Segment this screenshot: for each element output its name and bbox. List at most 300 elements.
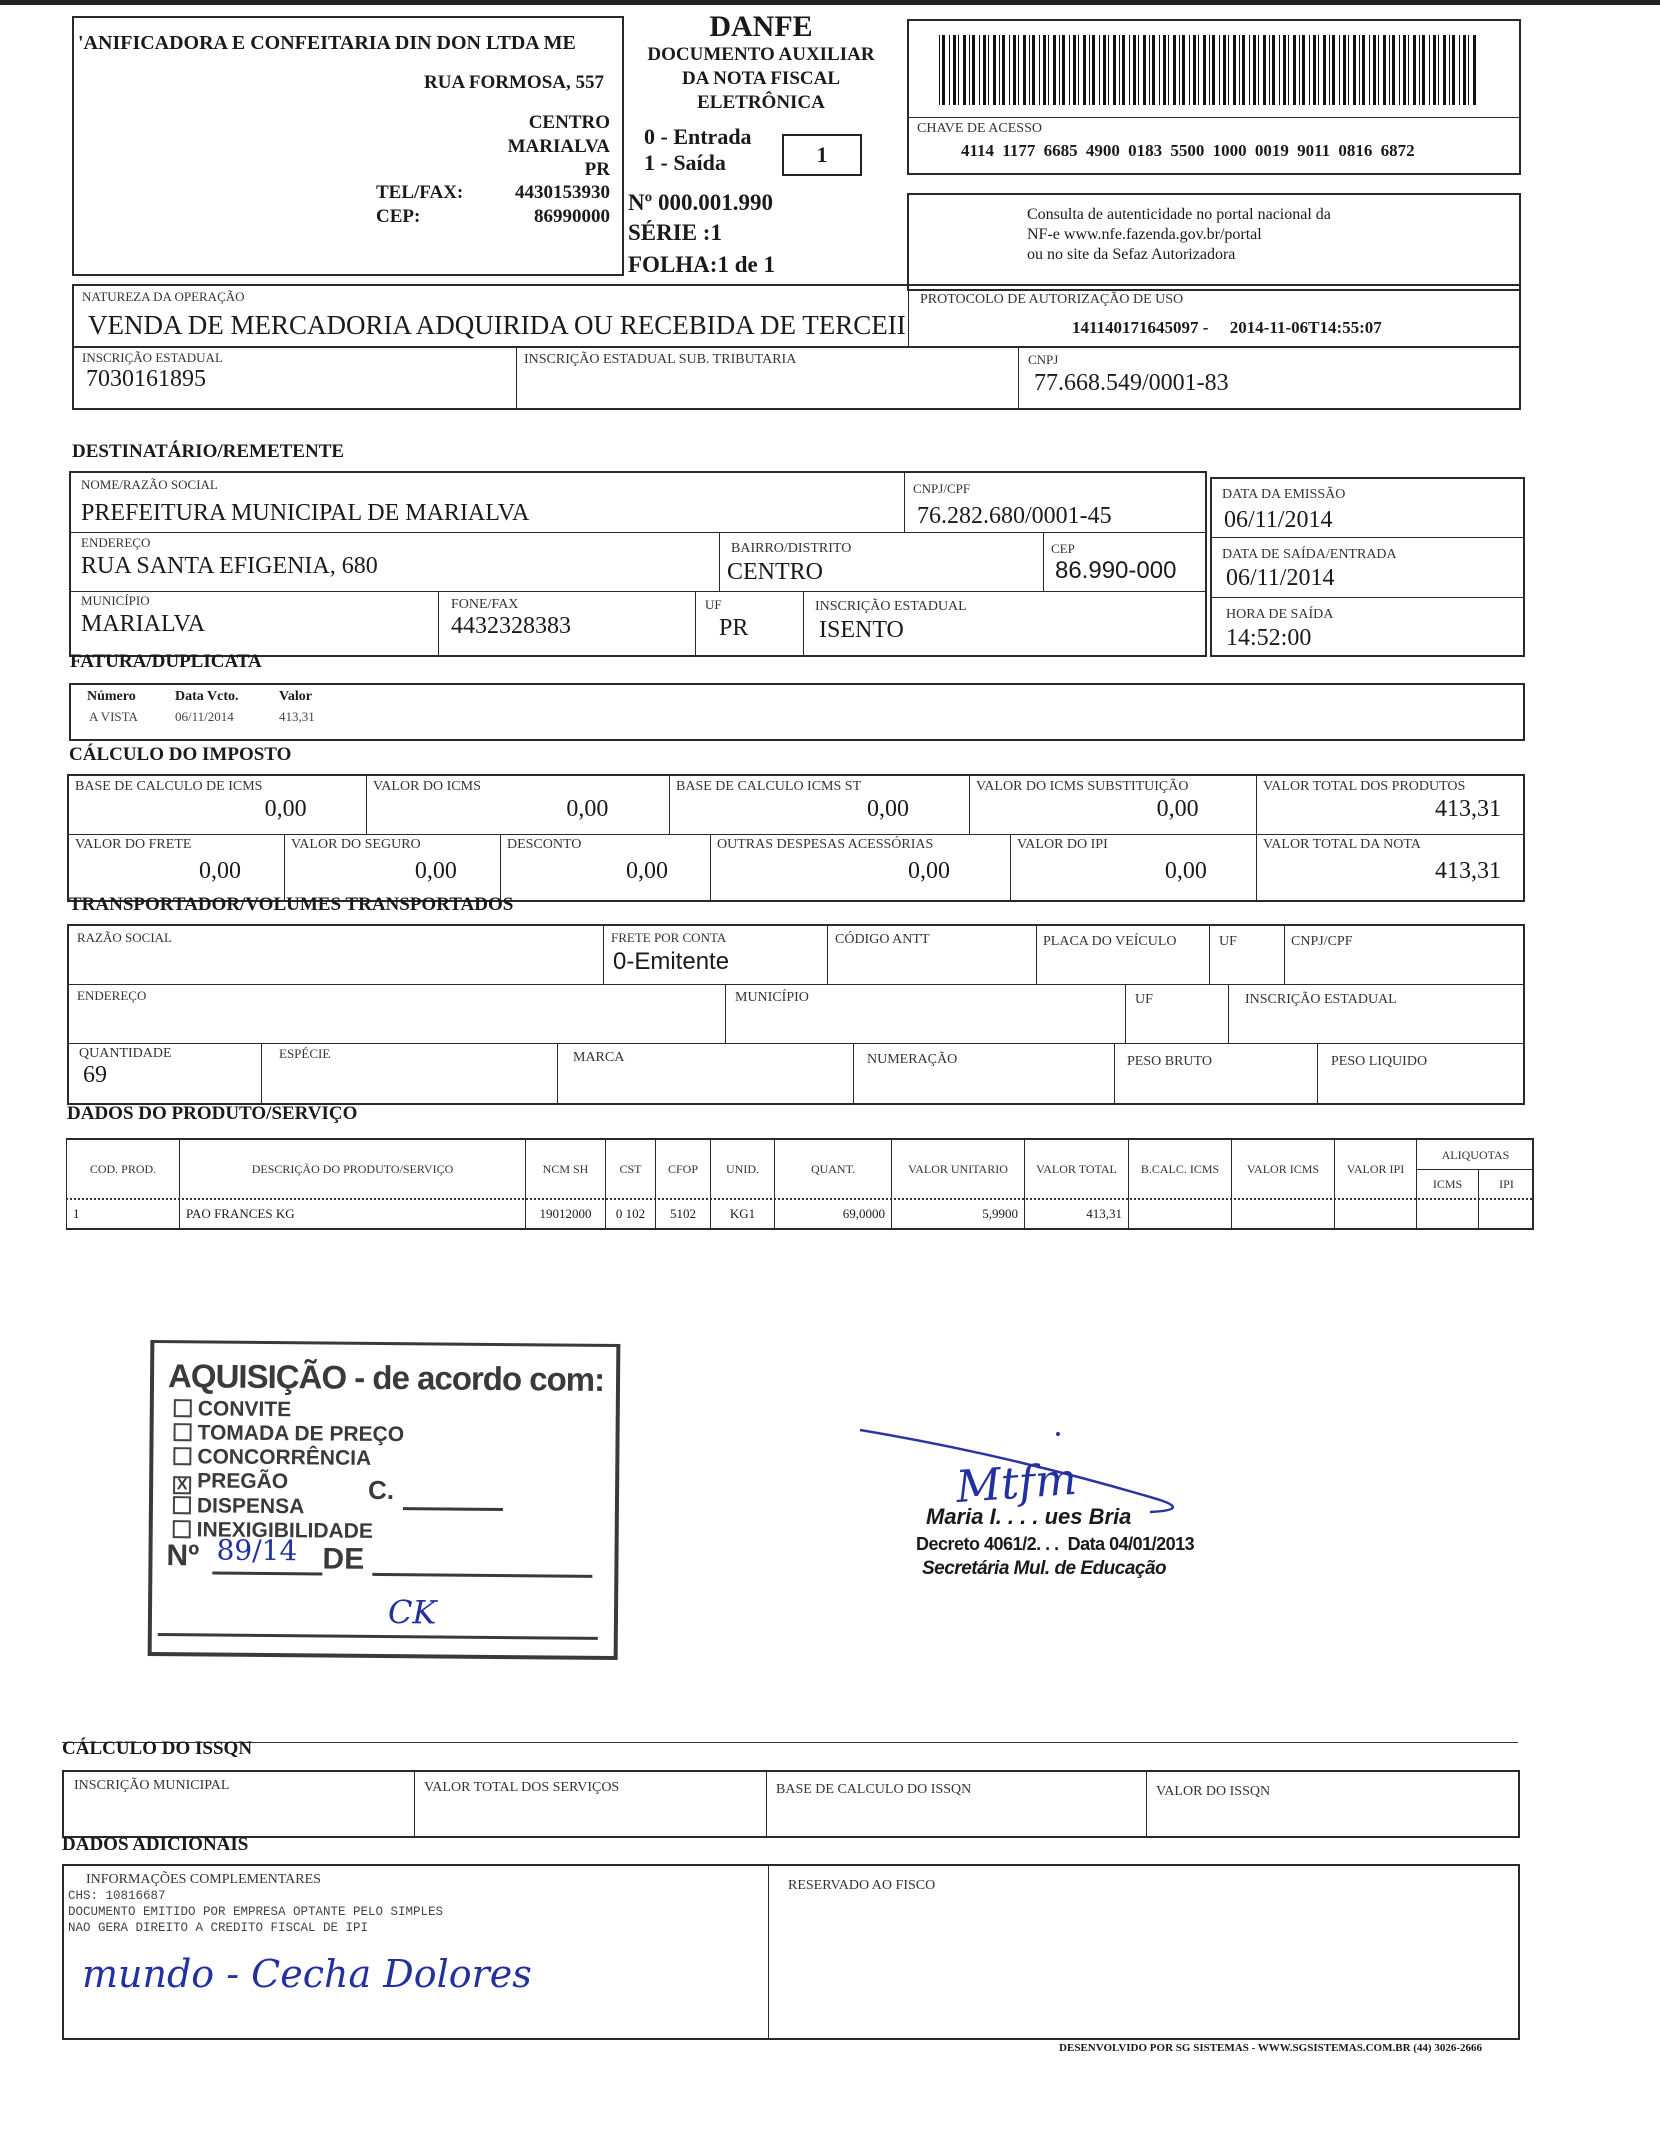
barcode-bar <box>1203 35 1206 105</box>
transp-ie-label: INSCRIÇÃO ESTADUAL <box>1245 992 1397 1007</box>
barcode-bar <box>1023 35 1026 105</box>
imposto-cell <box>69 834 284 902</box>
product-cell: 19012000 <box>525 1198 605 1230</box>
imposto-label: VALOR DO ICMS SUBSTITUIÇÃO <box>976 779 1189 794</box>
hora-value: 14:52:00 <box>1226 625 1312 651</box>
barcode-bar <box>999 35 1000 105</box>
barcode-bar <box>1053 35 1056 105</box>
scan-edge <box>0 0 1660 5</box>
barcode-bar <box>1323 35 1326 105</box>
barcode <box>939 35 1479 105</box>
imposto-label: VALOR DO IPI <box>1017 837 1108 852</box>
emitente-telfax-label: TEL/FAX: <box>376 182 464 203</box>
barcode-bar <box>1359 35 1360 105</box>
dest-uf: PR <box>719 615 749 641</box>
info-linha: CHS: 10816687 <box>68 1889 166 1903</box>
stamp-de-label: DE <box>322 1542 365 1576</box>
imposto-label: OUTRAS DESPESAS ACESSÓRIAS <box>717 837 934 852</box>
barcode-bar <box>1272 35 1275 105</box>
assinatura-cargo: Secretária Mul. de Educação <box>922 1558 1167 1579</box>
stamp-option <box>173 1445 404 1471</box>
barcode-bar <box>1212 35 1215 105</box>
danfe-title: DANFE <box>709 10 813 43</box>
transp-qtd: 69 <box>83 1062 107 1088</box>
product-cell: 0 102 <box>605 1198 655 1230</box>
dest-cnpj: 76.282.680/0001-45 <box>917 503 1112 529</box>
barcode-bar <box>1452 35 1455 105</box>
transporte-box <box>67 924 1525 1105</box>
barcode-bar <box>1309 35 1310 105</box>
tipo-operacao: 1 <box>782 134 862 176</box>
transp-liquido-label: PESO LIQUIDO <box>1331 1054 1428 1069</box>
footer-credit: DESENVOLVIDO POR SG SISTEMAS - WWW.SGSISTEMAS.COM.BR (44) 3026-2666 <box>1059 2042 1482 2054</box>
barcode-bar <box>1258 35 1259 105</box>
barcode-bar <box>1032 35 1035 105</box>
column-header: UNID. <box>710 1140 774 1198</box>
emitente-cep-label: CEP: <box>376 206 421 227</box>
barcode-bar <box>1152 35 1155 105</box>
barcode-bar <box>1269 35 1270 105</box>
barcode-bar <box>1369 35 1370 105</box>
dest-endereco: RUA SANTA EFIGENIA, 680 <box>81 553 378 579</box>
aquisicao-stamp <box>148 1340 621 1660</box>
checkbox-icon <box>173 1496 191 1514</box>
barcode-bar <box>1389 35 1390 105</box>
emissao-value: 06/11/2014 <box>1224 507 1333 533</box>
barcode-bar <box>1473 35 1476 105</box>
column-header: QUANT. <box>774 1140 891 1198</box>
barcode-bar <box>1113 35 1116 105</box>
assinatura-decreto: Decreto 4061/2. . . Data 04/01/2013 <box>916 1534 1195 1554</box>
barcode-bar <box>1143 35 1146 105</box>
handwritten-note: mundo - Cecha Dolores <box>82 1952 532 1996</box>
issqn-divider <box>62 1742 1518 1743</box>
imposto-value: 413,31 <box>1435 796 1501 822</box>
info-label: INFORMAÇÕES COMPLEMENTARES <box>86 1872 321 1887</box>
issqn-base-label: BASE DE CALCULO DO ISSQN <box>776 1782 972 1797</box>
fisco-label: RESERVADO AO FISCO <box>788 1878 936 1893</box>
imposto-label: VALOR DO ICMS <box>373 779 481 794</box>
imposto-cell <box>69 776 366 834</box>
stamp-option <box>174 1397 405 1423</box>
product-cell: 69,0000 <box>774 1198 891 1230</box>
barcode-bar <box>1468 35 1469 105</box>
transp-marca-label: MARCA <box>573 1050 625 1065</box>
transp-qtd-label: QUANTIDADE <box>79 1046 172 1061</box>
transp-placa-label: PLACA DO VEÍCULO <box>1043 934 1177 949</box>
imposto-cell <box>969 776 1256 834</box>
dest-uf-label: UF <box>705 597 722 612</box>
ie-value: 7030161895 <box>86 366 206 392</box>
stamp-c-label: C. <box>367 1474 395 1506</box>
column-header: CST <box>605 1140 655 1198</box>
imposto-value: 0,00 <box>626 858 668 884</box>
column-header: NCM SH <box>525 1140 605 1198</box>
issqn-inscricao-label: INSCRIÇÃO MUNICIPAL <box>74 1778 230 1793</box>
barcode-bar <box>1302 35 1305 105</box>
transp-uf-label: UF <box>1219 934 1237 949</box>
inscricao-row <box>72 346 1521 410</box>
issqn-valor-label: VALOR DO ISSQN <box>1156 1784 1271 1799</box>
imposto-label: VALOR DO SEGURO <box>291 837 421 852</box>
column-header: ICMS <box>1416 1169 1478 1198</box>
barcode-bar <box>1463 35 1466 105</box>
natureza-label: NATUREZA DA OPERAÇÃO <box>82 289 245 304</box>
imposto-label: BASE DE CALCULO DE ICMS <box>75 779 263 794</box>
issqn-title: CÁLCULO DO ISSQN <box>62 1738 253 1759</box>
barcode-bar <box>1159 35 1160 105</box>
stamp-option-label: PREGÃO <box>197 1469 289 1494</box>
checkbox-icon <box>173 1447 191 1465</box>
barcode-bar <box>1009 35 1010 105</box>
saida-label: DATA DE SAÍDA/ENTRADA <box>1222 547 1397 562</box>
transp-cnpj-label: CNPJ/CPF <box>1291 934 1353 949</box>
danfe-sub2: DA NOTA FISCAL <box>681 68 840 89</box>
barcode-bar <box>1373 35 1376 105</box>
fatura-numero-label: Número <box>87 689 136 704</box>
danfe-entrada: 0 - Entrada <box>644 124 752 149</box>
barcode-bar <box>979 35 980 105</box>
imposto-title: CÁLCULO DO IMPOSTO <box>69 744 292 765</box>
barcode-bar <box>1438 35 1439 105</box>
issqn-total-label: VALOR TOTAL DOS SERVIÇOS <box>424 1780 620 1795</box>
barcode-bar <box>1182 35 1185 105</box>
danfe-numero: Nº 000.001.990 <box>628 190 773 215</box>
barcode-bar <box>1189 35 1190 105</box>
consulta-l3: ou no site da Sefaz Autorizadora <box>1027 246 1236 263</box>
checkbox-icon <box>174 1423 192 1441</box>
protocolo-label: PROTOCOLO DE AUTORIZAÇÃO DE USO <box>920 292 1184 307</box>
barcode-bar <box>1288 35 1289 105</box>
column-header: DESCRIÇÃO DO PRODUTO/SERVIÇO <box>179 1140 525 1198</box>
column-header: COD. PROD. <box>66 1140 179 1198</box>
barcode-bar <box>1103 35 1106 105</box>
barcode-bar <box>1219 35 1220 105</box>
consulta-l1: Consulta de autenticidade no portal nacional da <box>1027 206 1331 223</box>
barcode-bar <box>1449 35 1450 105</box>
hora-label: HORA DE SAÍDA <box>1226 607 1334 622</box>
barcode-bar <box>1163 35 1166 105</box>
transp-frete: 0-Emitente <box>613 948 730 975</box>
barcode-bar <box>1242 35 1245 105</box>
barcode-bar <box>1318 35 1319 105</box>
cnpj-label: CNPJ <box>1028 352 1059 367</box>
imposto-label: VALOR DO FRETE <box>75 837 192 852</box>
barcode-bar <box>1069 35 1070 105</box>
imposto-value: 0,00 <box>867 796 909 822</box>
natureza-value: VENDA DE MERCADORIA ADQUIRIDA OU RECEBIDA DE TERCEII <box>88 310 906 340</box>
danfe-sub3: ELETRÔNICA <box>697 92 825 113</box>
info-linha: NAO GERA DIREITO A CREDITO FISCAL DE IPI <box>68 1921 369 1935</box>
saida-value: 06/11/2014 <box>1226 565 1335 591</box>
emitente-cidade: MARIALVA <box>507 136 610 157</box>
imposto-cell <box>1256 834 1527 902</box>
barcode-bar <box>1099 35 1100 105</box>
stamp-option <box>173 1421 404 1447</box>
imposto-value: 0,00 <box>264 796 307 822</box>
barcode-bar <box>1073 35 1076 105</box>
danfe-folha: FOLHA:1 de 1 <box>628 252 775 277</box>
barcode-bar <box>1048 35 1049 105</box>
stamp-option-label: INEXIGIBILIDADE <box>196 1518 374 1543</box>
product-cell: KG1 <box>710 1198 774 1230</box>
column-header: ALIQUOTAS <box>1416 1140 1534 1169</box>
barcode-bar <box>1173 35 1176 105</box>
checkbox-icon <box>173 1520 191 1538</box>
barcode-bar <box>1043 35 1046 105</box>
stamp-option-label: CONVITE <box>197 1397 292 1422</box>
imposto-cell <box>669 776 969 834</box>
produtos-table <box>66 1138 1534 1230</box>
checkbox-icon <box>174 1399 192 1417</box>
barcode-bar <box>1129 35 1130 105</box>
dest-ie: ISENTO <box>819 617 904 643</box>
barcode-bar <box>1062 35 1065 105</box>
column-header: IPI <box>1478 1169 1534 1198</box>
column-header: VALOR ICMS <box>1231 1140 1334 1198</box>
barcode-bar <box>1299 35 1300 105</box>
transporte-title: TRANSPORTADOR/VOLUMES TRANSPORTADOS <box>69 894 514 915</box>
imposto-value: 0,00 <box>1164 858 1207 884</box>
imposto-value: 0,00 <box>908 858 950 884</box>
transp-antt-label: CÓDIGO ANTT <box>835 932 930 947</box>
barcode-bar <box>1119 35 1120 105</box>
barcode-bar <box>1313 35 1316 105</box>
dest-bairro: CENTRO <box>727 559 823 585</box>
fatura-vcto: 06/11/2014 <box>175 709 234 724</box>
barcode-bar <box>1283 35 1286 105</box>
fatura-valor: 413,31 <box>279 709 315 724</box>
barcode-bar <box>1332 35 1335 105</box>
transp-frete-label: FRETE POR CONTA <box>611 930 727 945</box>
protocolo-value: 141140171645097 - 2014-11-06T14:55:07 <box>1072 318 1382 337</box>
cnpj-value: 77.668.549/0001-83 <box>1034 370 1229 396</box>
barcode-bar <box>1002 35 1005 105</box>
barcode-bar <box>1149 35 1150 105</box>
dest-ie-label: INSCRIÇÃO ESTADUAL <box>815 599 967 614</box>
barcode-bar <box>1018 35 1019 105</box>
natureza-row <box>72 284 1521 348</box>
barcode-bar <box>1138 35 1139 105</box>
assinatura-rubrica: Mtfm <box>954 1453 1079 1514</box>
dest-endereco-label: ENDEREÇO <box>81 535 151 550</box>
barcode-bar <box>1039 35 1040 105</box>
barcode-bar <box>1133 35 1136 105</box>
dest-cep: 86.990-000 <box>1055 557 1177 584</box>
barcode-bar <box>1198 35 1199 105</box>
assinatura-nome: Maria I. . . . ues Bria <box>926 1504 1132 1529</box>
barcode-bar <box>988 35 989 105</box>
emitente-telfax: 4430153930 <box>515 182 610 203</box>
barcode-bar <box>1223 35 1226 105</box>
chave-label: CHAVE DE ACESSO <box>917 121 1042 136</box>
transp-municipio-label: MUNICÍPIO <box>735 990 809 1005</box>
barcode-bar <box>1122 35 1125 105</box>
emitente-box <box>72 16 624 276</box>
barcode-bar <box>1013 35 1016 105</box>
imposto-cell <box>710 834 1010 902</box>
adicionais-box <box>62 1864 1520 2040</box>
dest-municipio: MARIALVA <box>81 611 206 637</box>
imposto-value: 413,31 <box>1435 858 1501 884</box>
emitente-nome: 'ANIFICADORA E CONFEITARIA DIN DON LTDA ME <box>78 32 576 54</box>
stamp-numero-label: Nº <box>166 1539 200 1573</box>
product-cell: 5,9900 <box>891 1198 1024 1230</box>
barcode-bar <box>1353 35 1356 105</box>
barcode-bar <box>958 35 959 105</box>
issqn-box <box>62 1770 1520 1838</box>
product-cell: 5102 <box>655 1198 710 1230</box>
emissao-label: DATA DA EMISSÃO <box>1222 487 1346 502</box>
product-cell <box>1416 1198 1478 1230</box>
imposto-cell <box>1010 834 1256 902</box>
barcode-bar <box>1228 35 1229 105</box>
barcode-bar <box>1348 35 1349 105</box>
stamp-option-label: CONCORRÊNCIA <box>197 1445 372 1470</box>
barcode-bar <box>1378 35 1379 105</box>
product-cell: 413,31 <box>1024 1198 1128 1230</box>
imposto-label: VALOR TOTAL DOS PRODUTOS <box>1263 779 1466 794</box>
barcode-bar <box>1089 35 1090 105</box>
barcode-bar <box>1413 35 1416 105</box>
barcode-bar <box>939 35 940 105</box>
barcode-bar <box>1279 35 1280 105</box>
emitente-endereco: RUA FORMOSA, 557 <box>424 72 604 93</box>
transp-uf2-label: UF <box>1135 992 1153 1007</box>
barcode-bar <box>1433 35 1436 105</box>
barcode-bar <box>1362 35 1365 105</box>
barcode-bar <box>1083 35 1086 105</box>
produtos-title: DADOS DO PRODUTO/SERVIÇO <box>67 1103 358 1124</box>
barcode-bar <box>1233 35 1236 105</box>
chave-box <box>907 19 1521 175</box>
danfe-serie: SÉRIE :1 <box>628 220 722 245</box>
barcode-bar <box>1399 35 1400 105</box>
info-linha: DOCUMENTO EMITIDO POR EMPRESA OPTANTE PELO SIMPLES <box>68 1905 444 1919</box>
barcode-bar <box>949 35 950 105</box>
emitente-uf: PR <box>584 159 610 180</box>
fatura-title: FATURA/DUPLICATA <box>70 651 262 672</box>
barcode-bar <box>1059 35 1060 105</box>
stamp-option-label: TOMADA DE PREÇO <box>197 1421 405 1447</box>
dest-bairro-label: BAIRRO/DISTRITO <box>731 541 852 556</box>
transp-bruto-label: PESO BRUTO <box>1127 1054 1212 1069</box>
dest-municipio-label: MUNICÍPIO <box>81 593 150 608</box>
product-cell <box>1334 1198 1416 1230</box>
datas-box <box>1210 477 1525 657</box>
consulta-box <box>907 193 1521 291</box>
chave-value: 4114 1177 6685 4900 0183 5500 1000 0019 9011 0816 6872 <box>961 141 1415 160</box>
consulta-l2[interactable]: NF-e www.nfe.fazenda.gov.br/portal <box>1027 226 1262 243</box>
barcode-bar <box>1168 35 1169 105</box>
barcode-bar <box>1343 35 1346 105</box>
barcode-bar <box>1392 35 1395 105</box>
imposto-value: 0,00 <box>414 858 457 884</box>
barcode-bar <box>969 35 970 105</box>
column-header: VALOR UNITARIO <box>891 1140 1024 1198</box>
barcode-bar <box>1108 35 1109 105</box>
imposto-cell <box>1256 776 1527 834</box>
barcode-bar <box>1078 35 1079 105</box>
imposto-label: BASE DE CALCULO ICMS ST <box>676 779 862 794</box>
barcode-bar <box>1029 35 1030 105</box>
dest-fone-label: FONE/FAX <box>451 597 519 612</box>
barcode-bar <box>993 35 996 105</box>
ie-label: INSCRIÇÃO ESTADUAL <box>82 350 223 365</box>
barcode-bar <box>963 35 966 105</box>
barcode-bar <box>1422 35 1425 105</box>
imposto-box <box>67 774 1525 902</box>
barcode-bar <box>1179 35 1180 105</box>
barcode-bar <box>1443 35 1446 105</box>
barcode-bar <box>1459 35 1460 105</box>
barcode-bar <box>1193 35 1196 105</box>
imposto-label: DESCONTO <box>507 837 582 852</box>
stamp-rubrica: CK <box>387 1593 437 1632</box>
destinatario-box <box>69 471 1207 657</box>
dest-nome: PREFEITURA MUNICIPAL DE MARIALVA <box>81 500 530 526</box>
barcode-bar <box>1239 35 1240 105</box>
barcode-bar <box>1408 35 1409 105</box>
barcode-bar <box>1419 35 1420 105</box>
transp-especie-label: ESPÉCIE <box>279 1046 331 1061</box>
dest-cep-label: CEP <box>1051 541 1075 556</box>
fatura-vcto-label: Data Vcto. <box>175 689 239 704</box>
barcode-bar <box>972 35 975 105</box>
barcode-bar <box>1293 35 1296 105</box>
dest-nome-label: NOME/RAZÃO SOCIAL <box>81 477 218 492</box>
imposto-value: 0,00 <box>1156 796 1199 822</box>
emitente-cep: 86990000 <box>534 206 610 227</box>
column-header: VALOR TOTAL <box>1024 1140 1128 1198</box>
product-cell <box>1478 1198 1534 1230</box>
barcode-bar <box>1209 35 1210 105</box>
transp-numeracao-label: NUMERAÇÃO <box>867 1052 958 1067</box>
stamp-option-label: DISPENSA <box>196 1494 305 1519</box>
barcode-bar <box>1263 35 1266 105</box>
stamp-title: AQUISIÇÃO - de acordo com: <box>167 1357 605 1398</box>
imposto-cell <box>284 834 500 902</box>
transp-razao-label: RAZÃO SOCIAL <box>77 930 172 945</box>
dest-cnpj-label: CNPJ/CPF <box>913 481 971 496</box>
product-cell: 1 <box>66 1198 179 1230</box>
imposto-cell <box>366 776 669 834</box>
imposto-label: VALOR TOTAL DA NOTA <box>1263 837 1421 852</box>
imposto-value: 0,00 <box>199 858 241 884</box>
transp-endereco-label: ENDEREÇO <box>77 988 147 1003</box>
ie-st-label: INSCRIÇÃO ESTADUAL SUB. TRIBUTARIA <box>524 352 797 367</box>
barcode-bar <box>953 35 956 105</box>
product-cell <box>1128 1198 1231 1230</box>
product-cell <box>1231 1198 1334 1230</box>
emitente-bairro: CENTRO <box>528 112 610 133</box>
danfe-block <box>626 10 906 285</box>
fatura-numero: A VISTA <box>89 709 138 724</box>
barcode-bar <box>1429 35 1430 105</box>
adicionais-title: DADOS ADICIONAIS <box>62 1834 249 1855</box>
barcode-bar <box>1253 35 1256 105</box>
destinatario-title: DESTINATÁRIO/REMETENTE <box>72 441 345 462</box>
imposto-value: 0,00 <box>566 796 609 822</box>
column-header: VALOR IPI <box>1334 1140 1416 1198</box>
checked-box-icon: X <box>173 1476 191 1494</box>
barcode-bar <box>942 35 945 105</box>
fatura-valor-label: Valor <box>279 689 312 704</box>
barcode-bar <box>1383 35 1386 105</box>
stamp-numero: 89/14 <box>216 1533 298 1568</box>
column-header: CFOP <box>655 1140 710 1198</box>
barcode-bar <box>1092 35 1095 105</box>
